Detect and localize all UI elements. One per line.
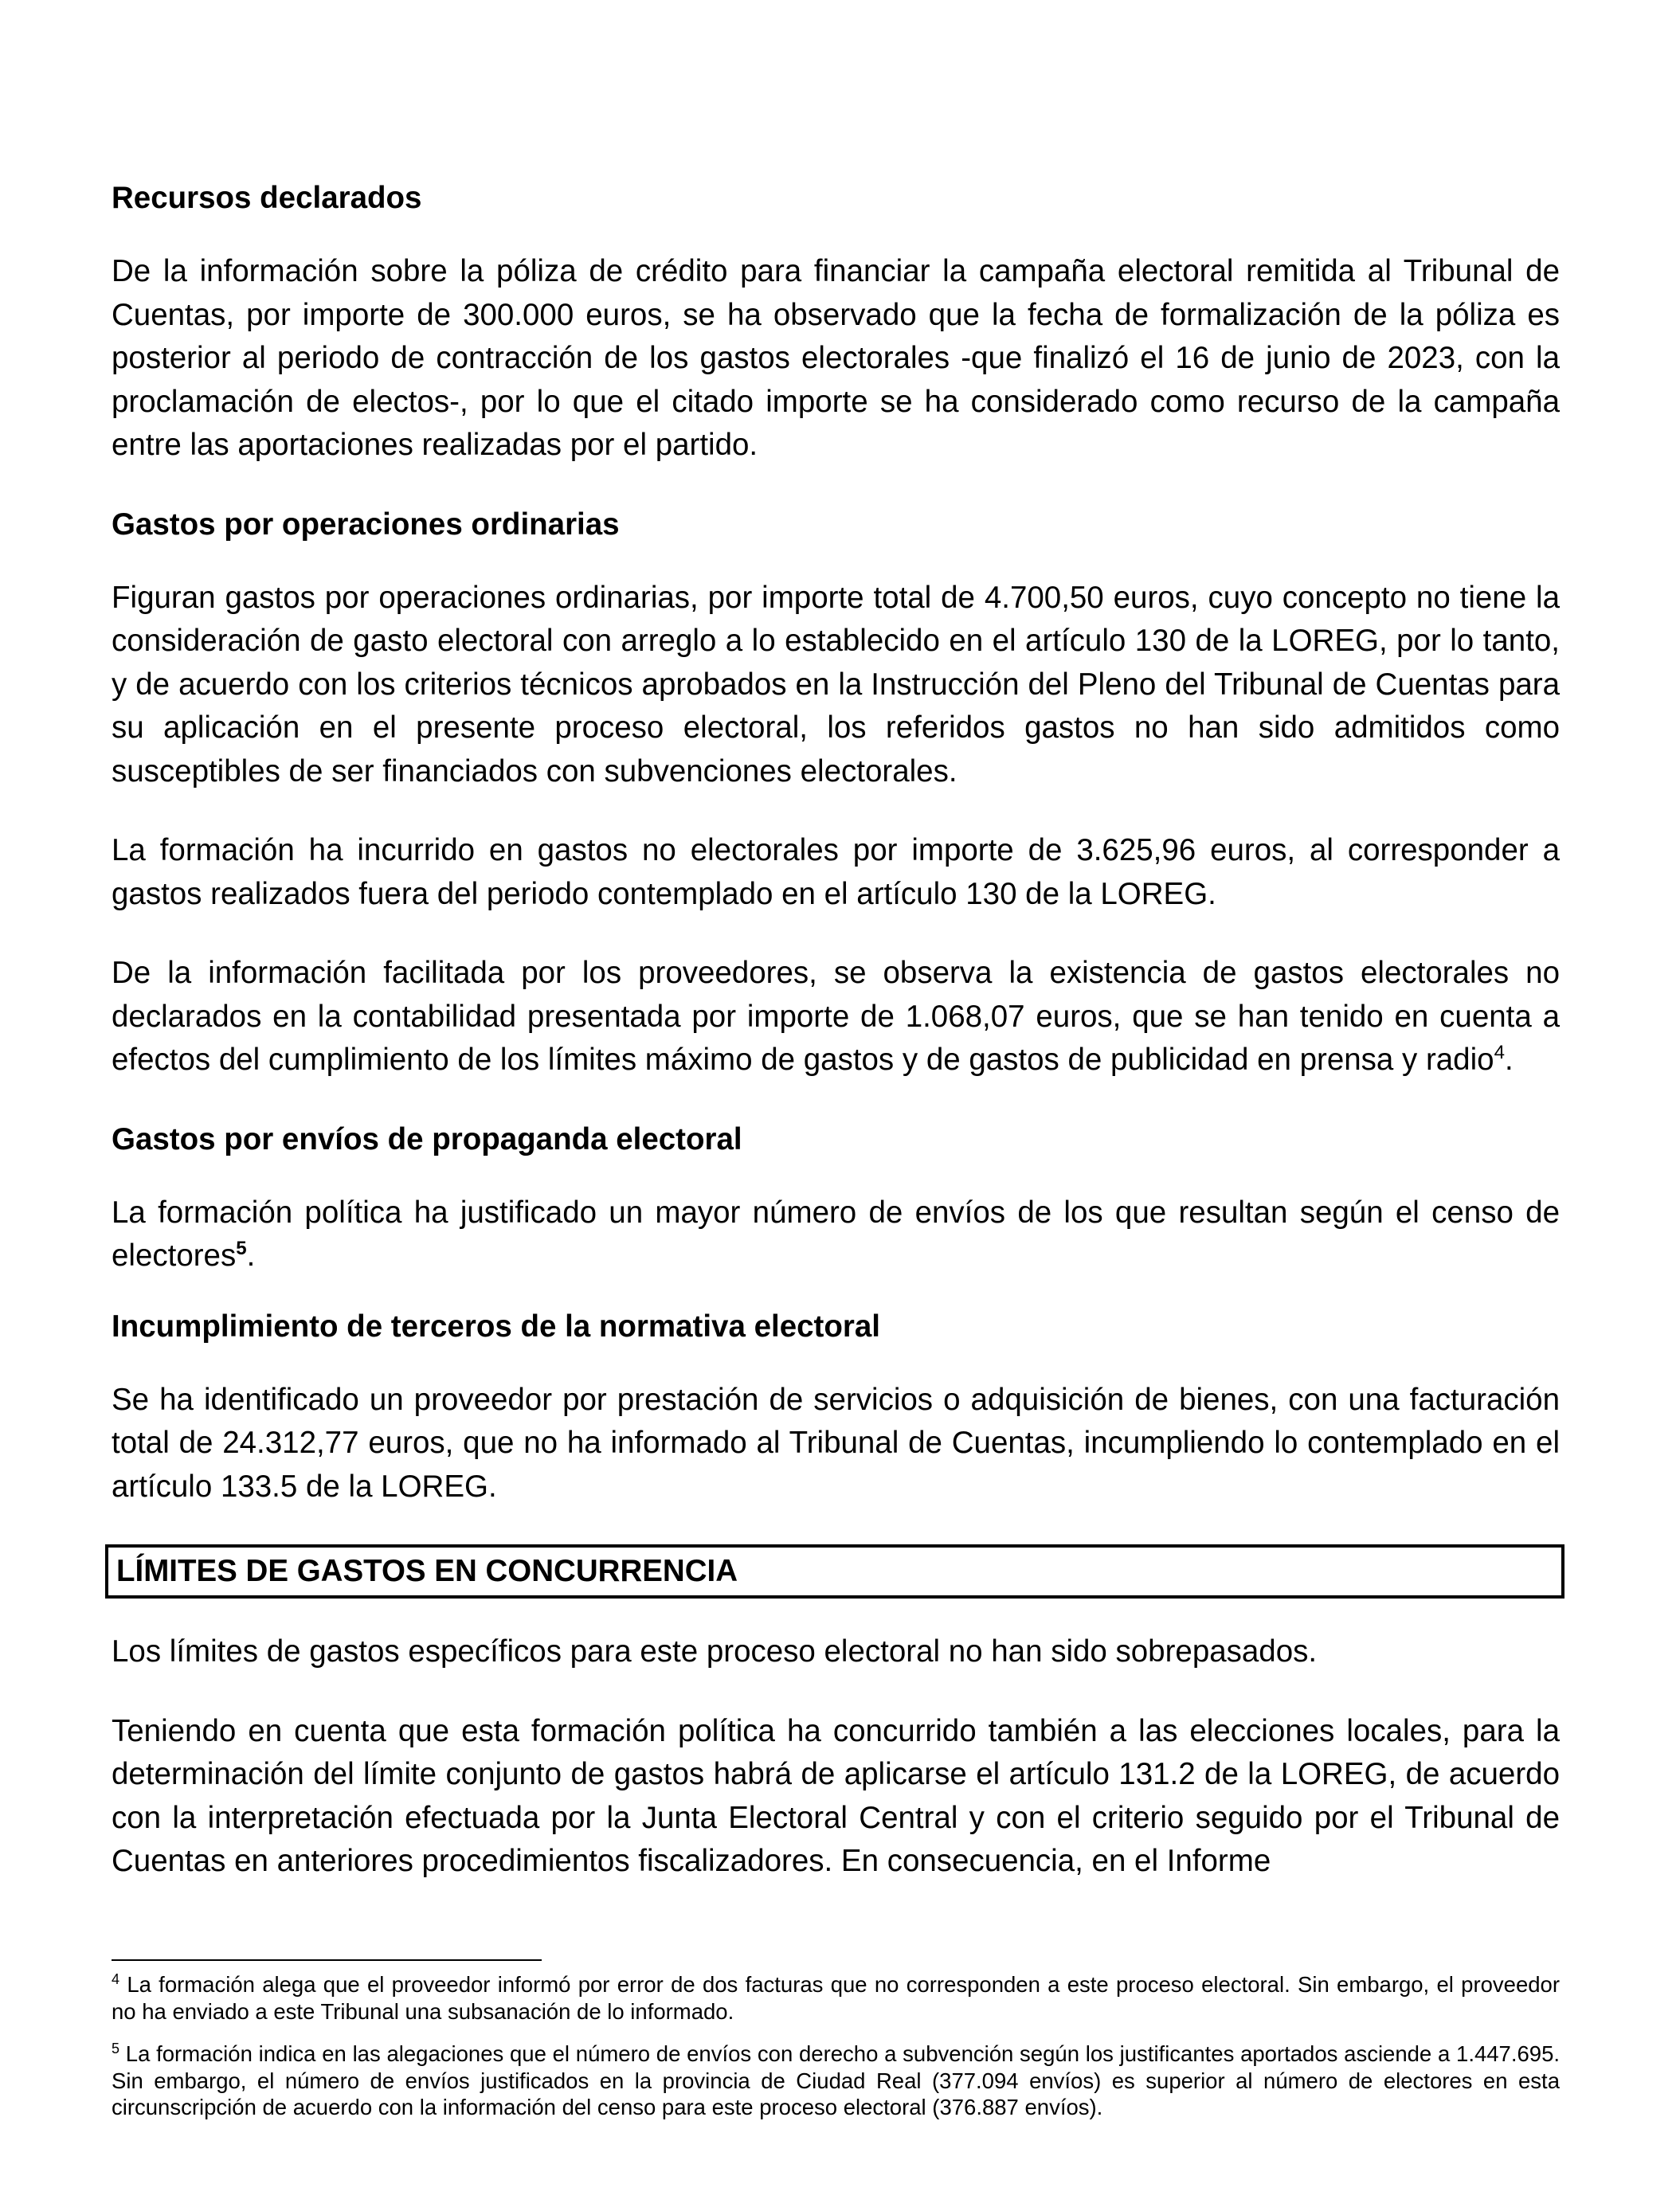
section-title-limites-gastos: LÍMITES DE GASTOS EN CONCURRENCIA (105, 1544, 1564, 1599)
heading-recursos-declarados: Recursos declarados (112, 181, 422, 215)
paragraph-gastos-ordinarias-2: La formación ha incurrido en gastos no electorales por importe de 3.625,96 euros, al corresponder a gastos realizados fuera del periodo contemplado en el artículo 130 de la LOREG. (112, 833, 1560, 911)
paragraph-end-punctuation: . (1504, 1043, 1514, 1077)
paragraph-gastos-envios (112, 1192, 1560, 1278)
main-content (112, 177, 1560, 1919)
footnote-divider (112, 1959, 542, 1961)
heading-gastos-envios: Gastos por envíos de propaganda electoral (112, 1121, 742, 1156)
heading-gastos-operaciones-ordinarias: Gastos por operaciones ordinarias (112, 507, 620, 542)
paragraph-limites-1: Los límites de gastos específicos para este proceso electoral no han sido sobrepasados. (112, 1634, 1318, 1669)
footnote-text: La formación indica en las alegaciones que el número de envíos con derecho a subvención según los justificantes aportados asciende a 1.447.695. Sin embargo, el número de envíos justificados en la provincia de Ciudad Real (377.094 envíos) es superior al número de electores en esta circunscripción de acuerdo con la información del censo para este proceso electoral (376.887 envíos). (112, 2041, 1561, 2119)
paragraph-recursos: De la información sobre la póliza de crédito para financiar la campaña electoral remitida al Tribunal de Cuentas, por importe de 300.000 euros, se ha observado que la fecha de formalización de la póliza es posterior al periodo de contracción de los gastos electorales -que finalizó el 16 de junio de 2023, con la proclamación de electos-, por lo que el citado importe se ha considerado como recurso de la campaña entre las aportaciones realizadas por el partido. (112, 254, 1560, 462)
paragraph-incumplimiento: Se ha identificado un proveedor por prestación de servicios o adquisición de bienes, con una facturación total de 24.312,77 euros, que no ha informado al Tribunal de Cuentas, incumpliendo lo contemplado en el artículo 133.5 de la LOREG. (112, 1382, 1560, 1504)
paragraph-gastos-envios-text: La formación política ha justificado un mayor número de envíos de los que resultan según el censo de electores (112, 1195, 1560, 1273)
footnote-text: La formación alega que el proveedor informó por error de dos facturas que no corresponden a este proceso electoral. Sin embargo, el proveedor no ha enviado a este Tribunal una subsanación de lo informado. (112, 1972, 1561, 2024)
footnote-number: 4 (112, 1970, 120, 1987)
paragraph-gastos-ordinarias-1: Figuran gastos por operaciones ordinarias, por importe total de 4.700,50 euros, cuyo concepto no tiene la consideración de gasto electoral con arreglo a lo establecido en el artículo 130 de la LOREG, por lo tanto, y de acuerdo con los criterios técnicos aprobados en la Instrucción del Pleno del Tribunal de Cuentas para su aplicación en el presente proceso electoral, los referidos gastos no han sido admitidos como susceptibles de ser financiados con subvenciones electorales. (112, 580, 1560, 789)
paragraph-limites-2: Teniendo en cuenta que esta formación política ha concurrido también a las elecciones locales, para la determinación del límite conjunto de gastos habrá de aplicarse el artículo 131.2 de la LOREG, de acuerdo con la interpretación efectuada por la Junta Electoral Central y con el criterio seguido por el Tribunal de Cuentas en anteriores procedimientos fiscalizadores. En consecuencia, en el Informe (112, 1713, 1560, 1878)
footnotes (112, 1971, 1560, 2137)
footnote-ref-5[interactable]: 5 (236, 1238, 247, 1260)
paragraph-gastos-ordinarias-3-text: De la información facilitada por los proveedores, se observa la existencia de gastos electorales no declarados en la contabilidad presentada por importe de 1.068,07 euros, que se han tenido en cuenta a efectos del cumplimiento de los límites máximo de gastos y de gastos de publicidad en prensa y radio (112, 956, 1560, 1077)
footnote-number: 5 (112, 2040, 120, 2056)
footnote-4 (112, 1971, 1560, 2025)
paragraph-end-punctuation: . (246, 1239, 256, 1273)
footnote-5 (112, 2041, 1560, 2121)
paragraph-gastos-ordinarias-3 (112, 952, 1560, 1082)
heading-incumplimiento-terceros: Incumplimiento de terceros de la normativa electoral (112, 1309, 880, 1344)
footnote-ref-4[interactable]: 4 (1494, 1042, 1505, 1064)
